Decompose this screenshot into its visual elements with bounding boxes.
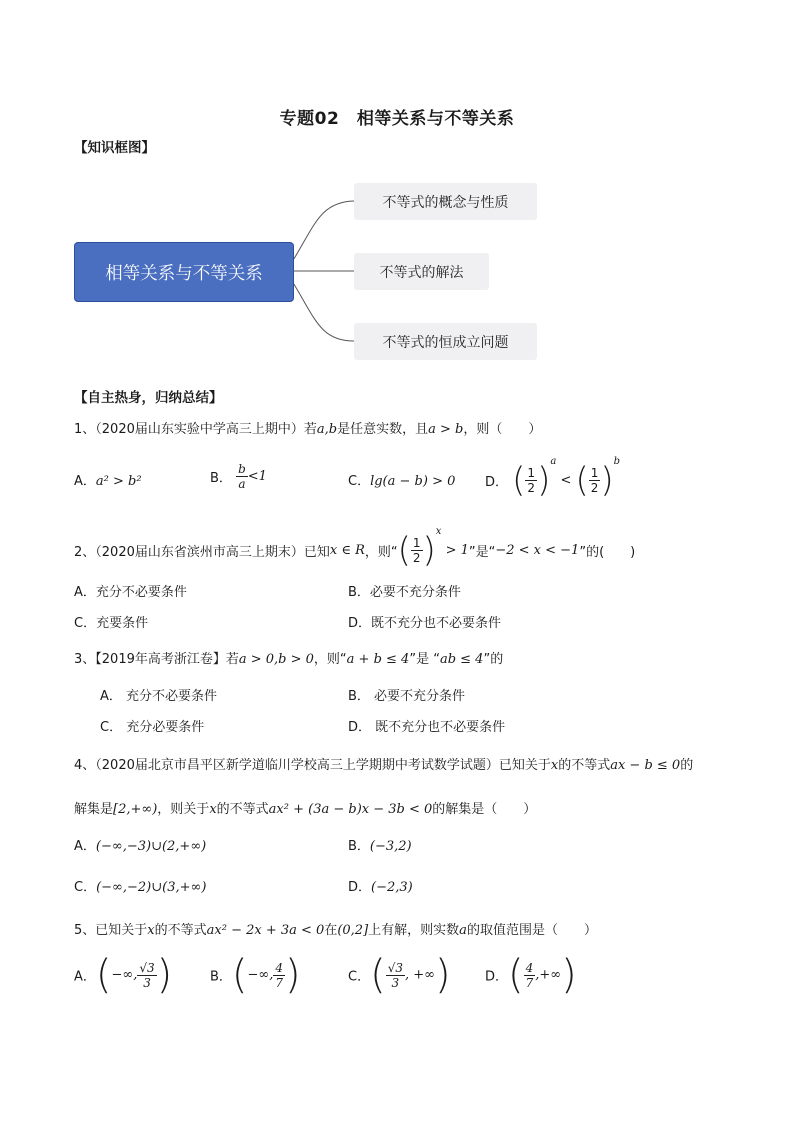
question-2-option-d: D．既不充分也不必要条件 bbox=[348, 616, 502, 631]
question-3-option-b: B． 必要不充分条件 bbox=[348, 689, 466, 704]
page-title: 专题02 相等关系与不等关系 bbox=[279, 109, 515, 129]
question-5-option-b: B．(−∞, $\frac{4}{7}$ ) bbox=[210, 952, 301, 998]
question-2-option-a: A．充分不必要条件 bbox=[74, 585, 187, 600]
question-2-option-c: C．充要条件 bbox=[74, 616, 149, 631]
question-1-option-d: D． ( $\frac{1}{2}$ )$^a$ < ( $\frac{1}{2}$ )$^b$ bbox=[485, 456, 621, 501]
question-5-stem: 5、已知关于x的不等式ax² − 2x + 3a < 0在(0,2]上有解，则实数a的取值范围是（ ） bbox=[74, 923, 597, 938]
question-4-stem-line-2: 解集是[2,+∞)，则关于x的不等式ax² + (3a − b)x − 3b < 0的解集是（ ） bbox=[74, 802, 537, 817]
question-3-option-d: D． 既不充分也不必要条件 bbox=[348, 720, 506, 735]
question-4-option-b: B．(−3,2) bbox=[348, 839, 412, 854]
question-3-option-a: A． 充分不必要条件 bbox=[100, 689, 218, 704]
question-1-option-b: B． $\frac{b}{a}$ <1 bbox=[210, 462, 267, 491]
question-3-stem: 3、【2019年高考浙江卷】若a > 0,b > 0，则“a + b ≤ 4”是 “ab ≤ 4”的 bbox=[74, 652, 504, 667]
mindmap-branch-solution: 不等式的解法 bbox=[354, 253, 489, 290]
question-1-option-c: C．lg(a − b) > 0 bbox=[348, 474, 456, 489]
question-1-option-a: A．a² > b² bbox=[74, 474, 142, 489]
question-2-stem: 2、（2020届山东省滨州市高三上期末）已知x ∈ R，则“( $\frac{1}{2}$ )$^x$ > 1”是“−2 < x < −1”的( ) bbox=[74, 526, 636, 571]
section-practice-heading: 【自主热身，归纳总结】 bbox=[74, 390, 223, 406]
question-5-option-a: A．(−∞, $\frac{√3}{3}$ ) bbox=[74, 952, 173, 998]
question-4-stem-line-1: 4、（2020届北京市昌平区新学道临川学校高三上学期期中考试数学试题）已知关于x的不等式ax − b ≤ 0的 bbox=[74, 758, 694, 773]
question-1-stem: 1、（2020届山东实验中学高三上期中）若a,b是任意实数，且a > b，则（ ） bbox=[74, 422, 542, 437]
question-4-option-c: C．(−∞,−2)∪(3,+∞) bbox=[74, 880, 207, 895]
section-knowledge-heading: 【知识框图】 bbox=[74, 140, 155, 156]
question-3-option-c: C． 充分必要条件 bbox=[100, 720, 205, 735]
mindmap-branch-constant: 不等式的恒成立问题 bbox=[354, 323, 537, 360]
question-4-option-d: D．(−2,3) bbox=[348, 880, 413, 895]
question-5-option-d: D．( $\frac{4}{7}$ ,+∞) bbox=[485, 952, 577, 998]
question-2-option-b: B．必要不充分条件 bbox=[348, 585, 461, 600]
mindmap-branch-concept: 不等式的概念与性质 bbox=[354, 183, 537, 220]
mindmap-root: 相等关系与不等关系 bbox=[74, 242, 294, 302]
question-4-option-a: A．(−∞,−3)∪(2,+∞) bbox=[74, 839, 207, 854]
question-5-option-c: C．( $\frac{√3}{3}$ , +∞) bbox=[348, 952, 451, 998]
